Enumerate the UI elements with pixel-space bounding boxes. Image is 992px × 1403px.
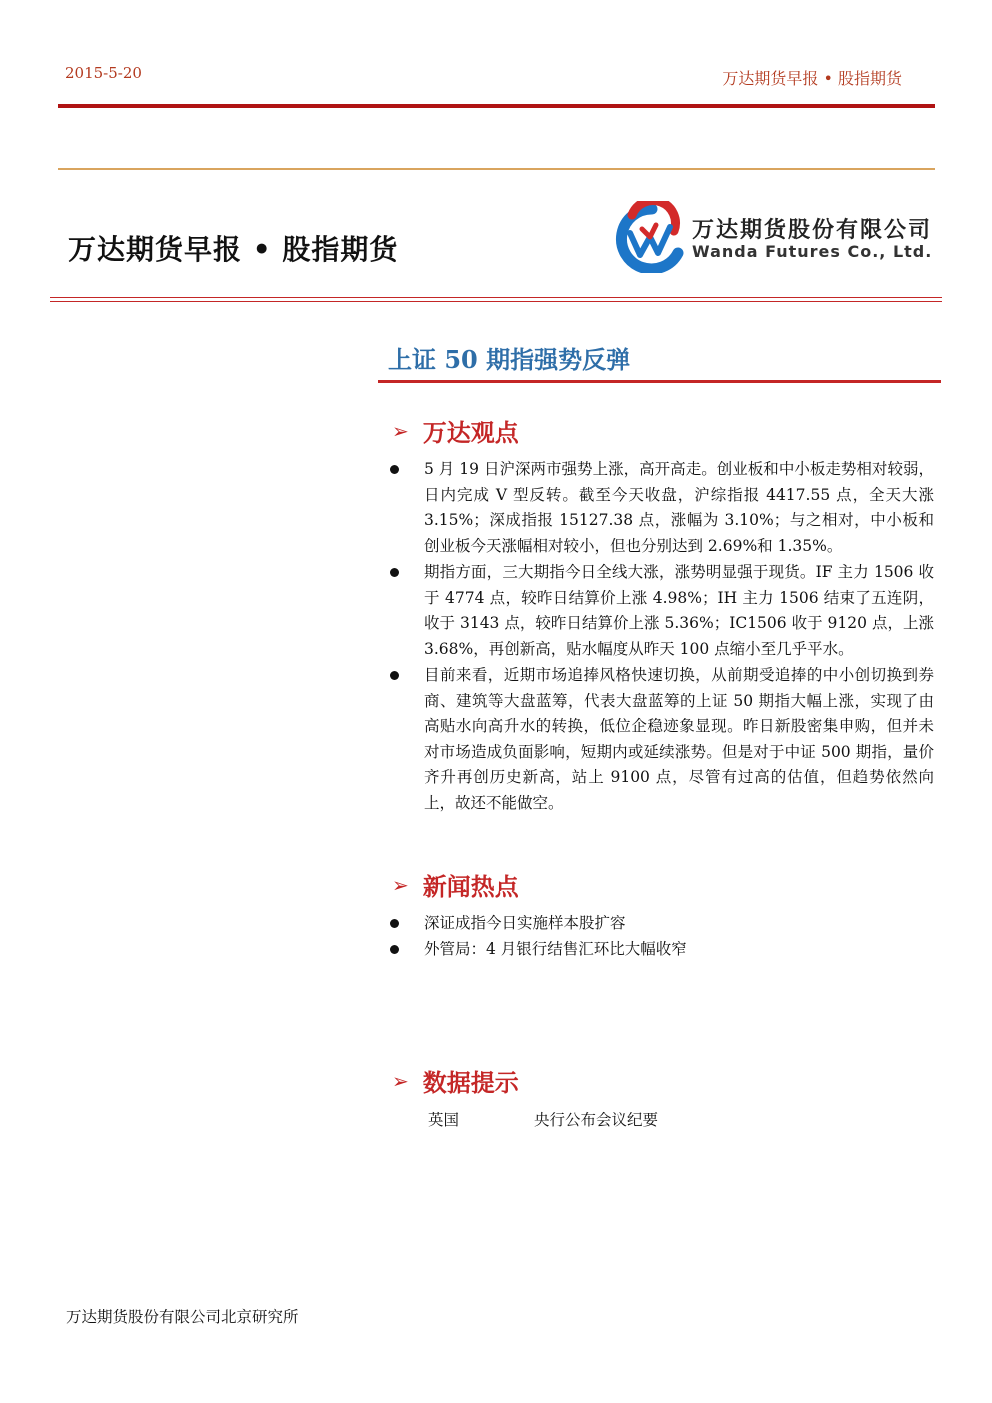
bullet-icon: [390, 465, 399, 474]
footer-institute: 万达期货股份有限公司北京研究所: [66, 1308, 299, 1326]
title-rule-bottom: [50, 301, 942, 302]
section-heading-label: 数据提示: [422, 1068, 519, 1097]
news-item-text: 外管局：4 月银行结售汇环比大幅收窄: [424, 940, 687, 958]
header-rule: [58, 104, 935, 108]
list-item-text: 期指方面，三大期指今日全线大涨，涨势明显强于现货。IF 主力 1506 收于 4774 点，较昨日结算价上涨 4.98%；IH 主力 1506 结束了五连阴，收于 3143 点，较昨日结算价上涨 5.36%；IC1506 收于 9120 点，上涨 3.68%，再创新高，贴水幅度从昨天 100 点缩小至几乎平水。: [424, 563, 934, 658]
section-heading-news: [392, 867, 519, 902]
arrow-right-icon: ➢: [392, 418, 409, 443]
section-heading-data: [392, 1063, 519, 1098]
list-item-text: 5 月 19 日沪深两市强势上涨，高开高走。创业板和中小板走势相对较弱，日内完成 V 型反转。截至今天收盘，沪综指报 4417.55 点，全天大涨 3.15%；深成指报 15127.38 点，涨幅为 3.10%；与之相对，中小板和创业板今天涨幅相对较小，但也分别达到 2.69%和 1.35%。: [424, 460, 934, 555]
data-row-event: 央行公布会议纪要: [534, 1111, 659, 1129]
header-subrule: [58, 168, 935, 170]
section-heading-view: [392, 413, 519, 448]
logo-company-name-cn: 万达期货股份有限公司: [692, 218, 933, 243]
headline-rule: [378, 380, 941, 383]
bullet-icon: [390, 919, 399, 928]
header-report-title: 万达期货早报 • 股指期货: [722, 69, 902, 88]
data-row-country: 英国: [428, 1111, 460, 1129]
bullet-icon: [390, 671, 399, 680]
report-date: 2015-5-20: [65, 64, 142, 82]
report-title: 万达期货早报 • 股指期货: [68, 233, 399, 266]
logo-mark-icon: [621, 201, 678, 269]
logo-company-name-en: Wanda Futures Co., Ltd.: [692, 242, 933, 261]
news-item-text: 深证成指今日实施样本股扩容: [424, 914, 626, 932]
section-heading-label: 万达观点: [422, 418, 519, 447]
arrow-right-icon: ➢: [392, 1068, 409, 1093]
title-rule-top: [50, 297, 942, 298]
section-heading-label: 新闻热点: [422, 872, 519, 901]
bullet-icon: [390, 945, 399, 954]
bullet-icon: [390, 568, 399, 577]
arrow-right-icon: ➢: [392, 872, 409, 897]
list-item-text: 目前来看，近期市场追捧风格快速切换，从前期受追捧的中小创切换到券商、建筑等大盘蓝筹，代表大盘蓝筹的上证 50 期指大幅上涨，实现了由高贴水向高升水的转换，低位企稳迹象显现。昨日新股密集申购，但并未对市场造成负面影响，短期内或延续涨势。但是对于中证 500 期指，量价齐升再创历史新高，站上 9100 点，尽管有过高的估值，但趋势依然向上，故还不能做空。: [424, 666, 934, 812]
headline: 上证 50 期指强势反弹: [388, 345, 631, 374]
